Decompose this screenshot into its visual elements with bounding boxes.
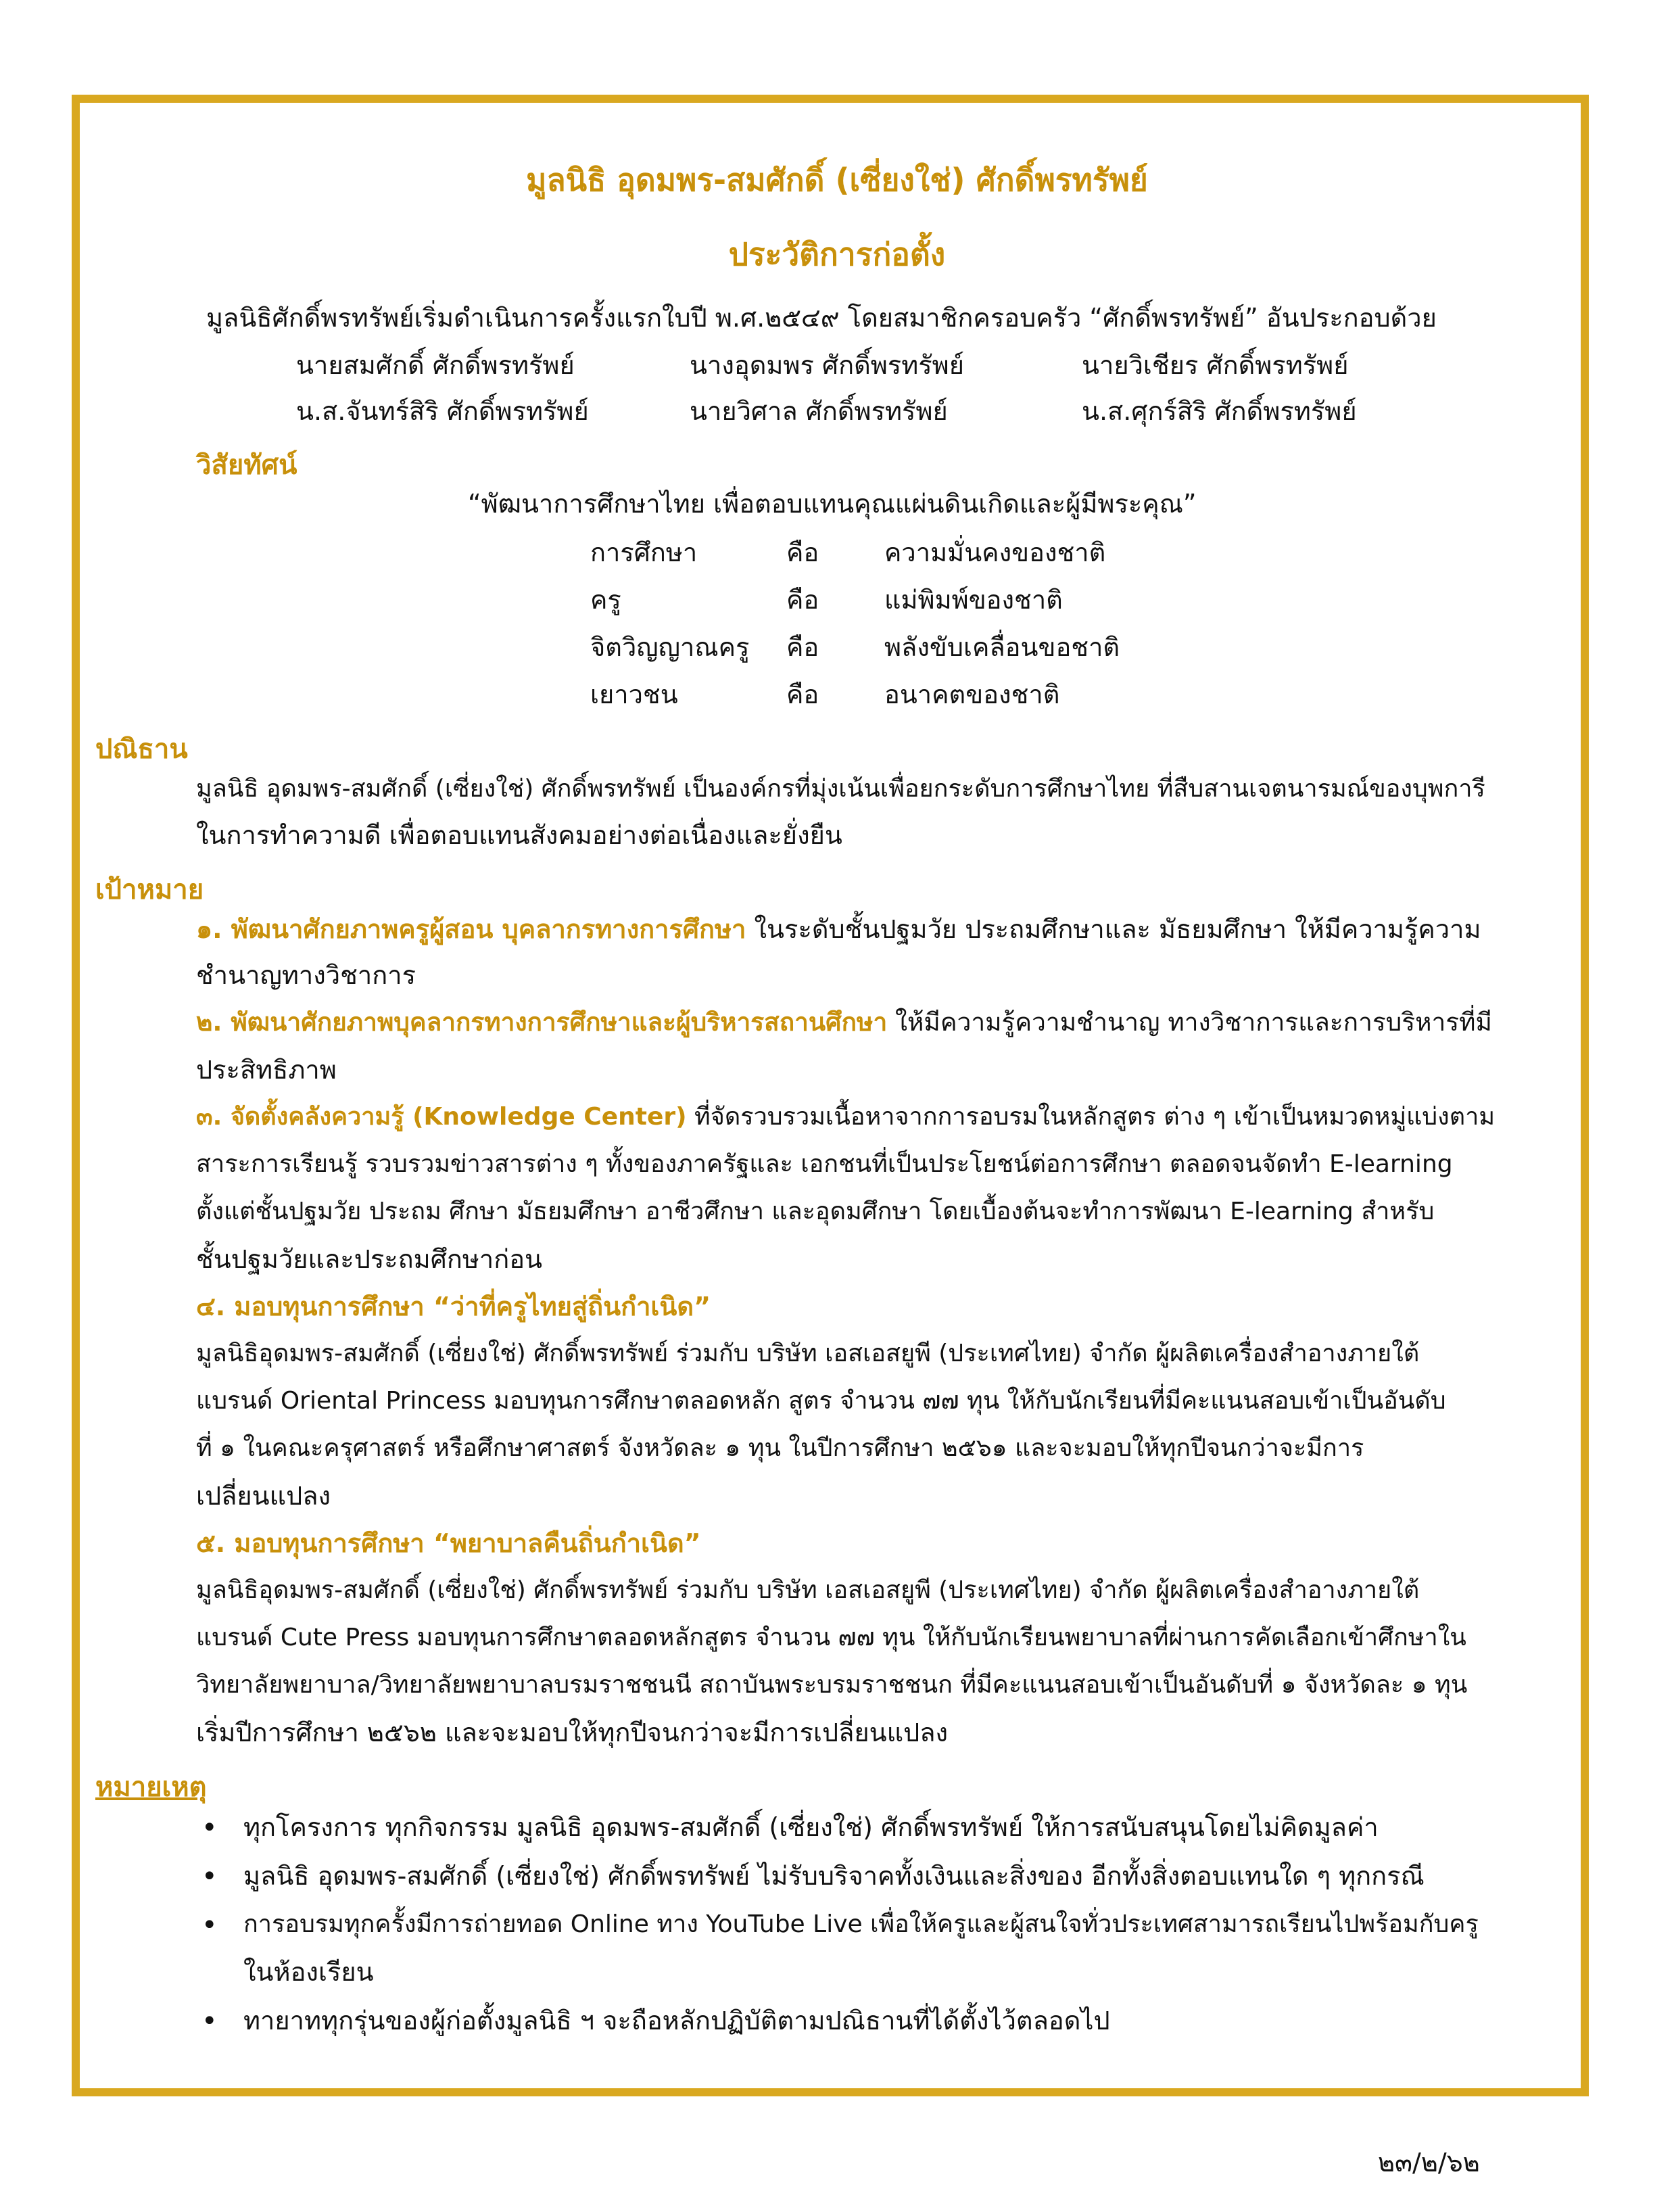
member-name: นายวิเชียร ศักดิ์พรทรัพย์ bbox=[1082, 350, 1349, 380]
bullet-icon: • bbox=[201, 1910, 218, 1941]
vision-term: เยาวชน bbox=[590, 680, 678, 709]
note-item: ทายาททุกรุ่นของผู้ก่อตั้งมูลนิธิ ฯ จะถือหลักปฏิบัติตามปณิธานที่ได้ตั้งไว้ตลอดไป bbox=[243, 2006, 1110, 2035]
goal-4-text: แบรนด์ Oriental Princess มอบทุนการศึกษาตลอดหลัก สูตร จำนวน ๗๗ ทุน ให้กับนักเรียนที่มีคะแนนสอบเข้าเป็นอันดับ bbox=[196, 1387, 1446, 1415]
page-subtitle: ประวัติการก่อตั้ง bbox=[728, 236, 946, 273]
note-item: ทุกโครงการ ทุกกิจกรรม มูลนิธิ อุดมพร-สมศักดิ์ (เซี่ยงใช่) ศักดิ์พรทรัพย์ ให้การสนับสนุนโดยไม่คิดมูลค่า bbox=[243, 1812, 1379, 1842]
member-name: นายวิศาล ศักดิ์พรทรัพย์ bbox=[690, 396, 948, 426]
goal-3-text: ที่จัดรวบรวมเนื้อหาจากการอบรมในหลักสูตร ต่าง ๆ เข้าเป็นหมวดหมู่แบ่งตาม bbox=[686, 1103, 1496, 1131]
goal-4-line bbox=[196, 1292, 711, 1323]
vision-is: คือ bbox=[786, 585, 819, 615]
vision-quote: “พัฒนาการศึกษาไทย เพื่อตอบแทนคุณแผ่นดินเกิดและผู้มีพระคุณ” bbox=[468, 489, 1197, 519]
member-name: นางอุดมพร ศักดิ์พรทรัพย์ bbox=[690, 350, 964, 380]
pledge-line: ในการทำความดี เพื่อตอบแทนสังคมอย่างต่อเนื่องและยั่งยืน bbox=[196, 820, 842, 850]
bullet-icon: • bbox=[201, 1861, 218, 1892]
note-item: มูลนิธิ อุดมพร-สมศักดิ์ (เซี่ยงใช่) ศักดิ์พรทรัพย์ ไม่รับบริจาคทั้งเงินและสิ่งของ อีกทั้งสิ่งตอบแทนใด ๆ ทุกกรณี bbox=[243, 1861, 1425, 1891]
pledge-heading: ปณิธาน bbox=[95, 734, 188, 765]
goal-2-line2: ประสิทธิภาพ bbox=[196, 1055, 337, 1085]
vision-meaning: พลังขับเคลื่อนขอชาติ bbox=[884, 632, 1120, 662]
goal-3-line: ชั้นปฐมวัยและประถมศึกษาก่อน bbox=[196, 1244, 543, 1274]
goal-5-text: วิทยาลัยพยาบาล/วิทยาลัยพยาบาลบรมราชชนนี สถาบันพระบรมราชชนก ที่มีคะแนนสอบเข้าเป็นอันดับที่ ๑ จังหวัดละ ๑ ทุน bbox=[196, 1671, 1468, 1699]
goal-1-title: ๑. พัฒนาศักยภาพครูผู้สอน บุคลากรทางการศึกษา bbox=[196, 914, 746, 944]
vision-term: การศึกษา bbox=[590, 538, 698, 567]
footer-date: ๒๓/๒/๖๒ bbox=[1378, 2148, 1480, 2178]
page-title: มูลนิธิ อุดมพร-สมศักดิ์ (เซี่ยงใช่) ศักดิ์พรทรัพย์ bbox=[526, 162, 1148, 198]
vision-heading: วิสัยทัศน์ bbox=[196, 450, 297, 481]
bullet-icon: • bbox=[201, 1812, 218, 1843]
goal-5-text: เริ่มปีการศึกษา ๒๕๖๒ และจะมอบให้ทุกปีจนกว่าจะมีการเปลี่ยนแปลง bbox=[196, 1718, 949, 1747]
goals-heading: เป้าหมาย bbox=[95, 874, 204, 905]
vision-is: คือ bbox=[786, 538, 819, 567]
vision-meaning: แม่พิมพ์ของชาติ bbox=[884, 585, 1063, 615]
bullet-icon: • bbox=[201, 2006, 218, 2037]
goal-4-text: ที่ ๑ ในคณะครุศาสตร์ หรือศึกษาศาสตร์ จังหวัดละ ๑ ทุน ในปีการศึกษา ๒๕๖๑ และจะมอบให้ทุกปีจนกว่าจะมีการ bbox=[196, 1434, 1364, 1462]
pledge-line: มูลนิธิ อุดมพร-สมศักดิ์ (เซี่ยงใช่) ศักดิ์พรทรัพย์ เป็นองค์กรที่มุ่งเน้นเพื่อยกระดับการศึกษาไทย ที่สืบสานเจตนารมณ์ของบุพการี bbox=[196, 775, 1485, 803]
member-name: นายสมศักดิ์ ศักดิ์พรทรัพย์ bbox=[296, 350, 575, 380]
goal-5-text: มูลนิธิอุดมพร-สมศักดิ์ (เซี่ยงใช่) ศักดิ์พรทรัพย์ ร่วมกับ บริษัท เอสเอสยูพี (ประเทศไทย) จำกัด ผู้ผลิตเครื่องสำอางภายใต้ bbox=[196, 1576, 1420, 1604]
note-item: ในห้องเรียน bbox=[243, 1957, 374, 1987]
vision-term: ครู bbox=[590, 585, 621, 615]
goal-1-line2: ชำนาญทางวิชาการ bbox=[196, 960, 416, 990]
vision-term: จิตวิญญาณครู bbox=[590, 632, 750, 662]
member-name: น.ส.จันทร์สิริ ศักดิ์พรทรัพย์ bbox=[296, 396, 589, 426]
goal-4-text: เปลี่ยนแปลง bbox=[196, 1481, 331, 1511]
goal-3-title: ๓. จัดตั้งคลังความรู้ (Knowledge Center) bbox=[196, 1103, 687, 1131]
intro-text: มูลนิธิศักดิ์พรทรัพย์เริ่มดำเนินการครั้งแรกใบปี พ.ศ.๒๕๔๙ โดยสมาชิกครอบครัว “ศักดิ์พรทรัพย์” อันประกอบด้วย bbox=[206, 303, 1437, 333]
vision-is: คือ bbox=[786, 680, 819, 709]
goal-3-line: ตั้งแต่ชั้นปฐมวัย ประถม ศึกษา มัธยมศึกษา อาชีวศึกษา และอุดมศึกษา โดยเบื้องต้นจะทำการพัฒนา E-learning สำหรับ bbox=[196, 1198, 1435, 1225]
goal-3-line bbox=[196, 1102, 1495, 1131]
vision-meaning: ความมั่นคงของชาติ bbox=[884, 538, 1106, 567]
goal-1-line bbox=[196, 914, 1481, 945]
goal-4-title: ๔. มอบทุนการศึกษา “ว่าที่ครูไทยสู่ถิ่นกำเนิด” bbox=[196, 1292, 711, 1321]
goal-4-text: มูลนิธิอุดมพร-สมศักดิ์ (เซี่ยงใช่) ศักดิ์พรทรัพย์ ร่วมกับ บริษัท เอสเอสยูพี (ประเทศไทย) จำกัด ผู้ผลิตเครื่องสำอางภายใต้ bbox=[196, 1340, 1420, 1367]
goal-1-text: ในระดับชั้นปฐมวัย ประถมศึกษาและ มัธยมศึกษา ให้มีความรู้ความ bbox=[746, 914, 1481, 944]
page-border bbox=[72, 95, 1589, 2096]
notes-heading: หมายเหตุ bbox=[95, 1772, 207, 1803]
goal-3-line: สาระการเรียนรู้ รวบรวมข่าวสารต่าง ๆ ทั้งของภาครัฐและ เอกชนที่เป็นประโยชน์ต่อการศึกษา ตลอดจนจัดทำ E-learning bbox=[196, 1150, 1453, 1178]
goal-2-text: ให้มีความรู้ความชำนาญ ทางวิชาการและการบริหารที่มี bbox=[887, 1008, 1492, 1037]
vision-is: คือ bbox=[786, 632, 819, 662]
note-item: การอบรมทุกครั้งมีการถ่ายทอด Online ทาง YouTube Live เพื่อให้ครูและผู้สนใจทั่วประเทศสามารถเรียนไปพร้อมกับครู bbox=[243, 1910, 1479, 1938]
goal-2-title: ๒. พัฒนาศักยภาพบุคลากรทางการศึกษาและผู้บริหารสถานศึกษา bbox=[196, 1008, 888, 1037]
goal-5-text: แบรนด์ Cute Press มอบทุนการศึกษาตลอดหลักสูตร จำนวน ๗๗ ทุน ให้กับนักเรียนพยาบาลที่ผ่านการคัดเลือกเข้าศึกษาใน bbox=[196, 1624, 1466, 1651]
goal-5-line bbox=[196, 1528, 701, 1559]
vision-meaning: อนาคตของชาติ bbox=[884, 680, 1060, 709]
goal-2-line bbox=[196, 1008, 1492, 1037]
goal-5-title: ๕. มอบทุนการศึกษา “พยาบาลคืนถิ่นกำเนิด” bbox=[196, 1528, 701, 1558]
member-name: น.ส.ศุกร์สิริ ศักดิ์พรทรัพย์ bbox=[1082, 396, 1357, 426]
